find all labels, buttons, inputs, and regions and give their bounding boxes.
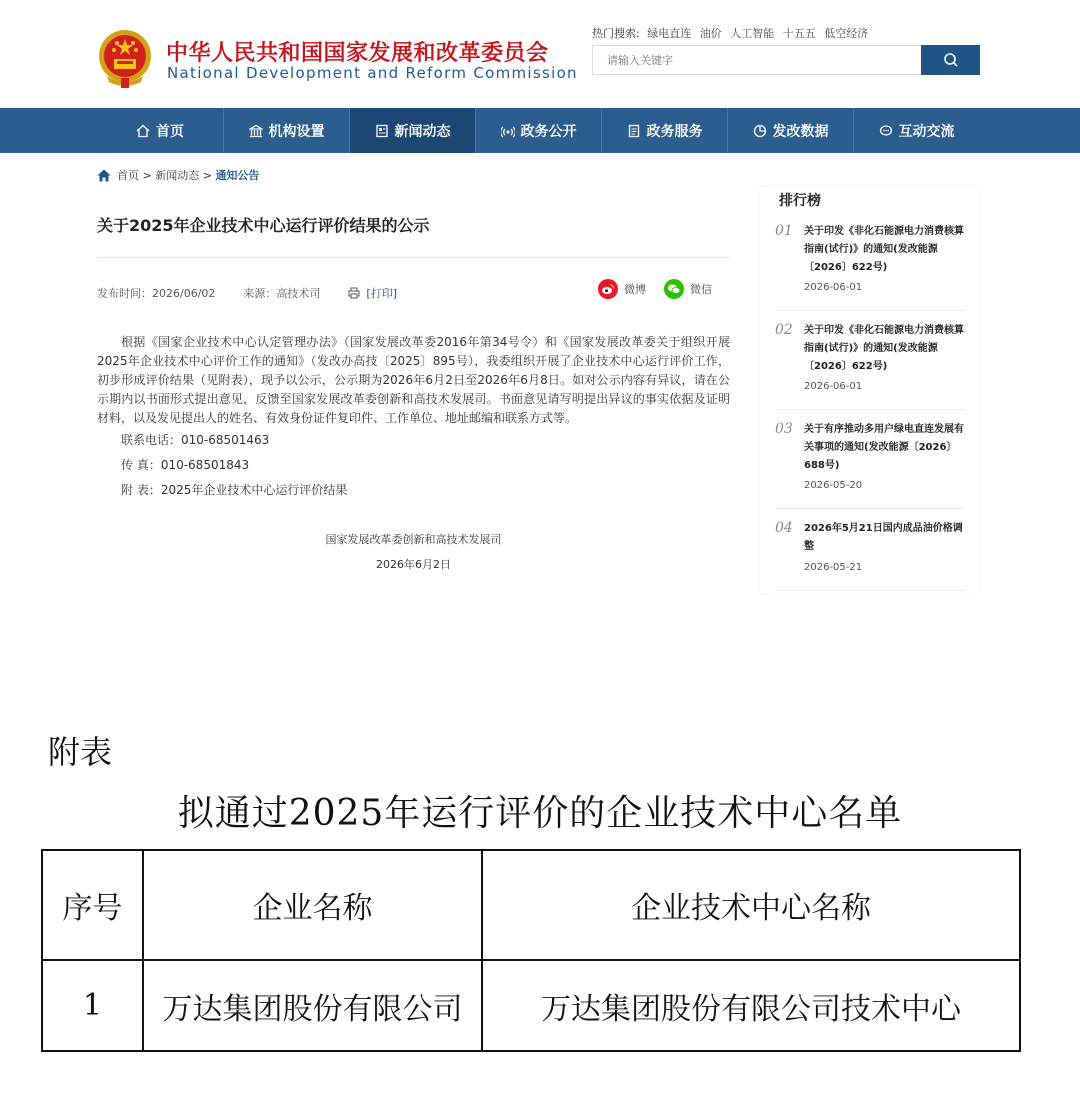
ranking-title[interactable]: 关于印发《非化石能源电力消费核算指南(试行)》的通知(发改能源〔2026〕622号)	[804, 325, 964, 372]
nav-item-label: 首页	[156, 123, 184, 140]
ranking-item[interactable]	[775, 322, 965, 410]
print-button[interactable]	[348, 285, 397, 301]
nav-item-services[interactable]	[601, 108, 727, 153]
print-label: [打印]	[366, 287, 397, 300]
ranking-number: 04	[775, 520, 793, 536]
annex-table	[41, 849, 1021, 1052]
hot-search	[592, 25, 873, 41]
table-cell: 万达集团股份有限公司技术中心	[482, 960, 1020, 1051]
annex-title: 拟通过2025年运行评价的企业技术中心名单	[177, 793, 903, 834]
share-weibo-label: 微博	[624, 283, 646, 296]
table-header-cell: 企业技术中心名称	[482, 850, 1020, 960]
ranking-title[interactable]: 关于印发《非化石能源电力消费核算指南(试行)》的通知(发改能源〔2026〕622号)	[804, 226, 964, 273]
breadcrumb-current[interactable]: 通知公告	[215, 169, 260, 182]
attachment-link[interactable]: 附 表：2025年企业技术中心运行评价结果	[121, 483, 348, 497]
hot-search-label: 热门搜索:	[592, 27, 640, 40]
table-row	[42, 960, 1020, 1051]
home-icon[interactable]	[97, 169, 111, 182]
nav-item-label: 新闻动态	[394, 123, 451, 140]
weibo-icon	[598, 279, 618, 299]
contact-fax: 传 真：010-68501843	[121, 458, 250, 472]
hot-search-term[interactable]: 油价	[699, 27, 722, 40]
hot-search-term[interactable]: 十五五	[782, 27, 816, 40]
table-cell: 1	[42, 960, 143, 1051]
ranking-date: 2026-06-01	[804, 282, 863, 293]
building-icon	[249, 124, 263, 138]
hot-search-term[interactable]: 绿电直连	[647, 27, 692, 40]
main-nav	[0, 108, 1080, 153]
site-header	[0, 0, 1080, 108]
site-title-en: National Development and Reform Commission	[167, 64, 578, 82]
table-header-cell: 企业名称	[143, 850, 482, 960]
table-header-cell: 序号	[42, 850, 143, 960]
wechat-icon	[664, 279, 684, 299]
breadcrumb-separator: >	[199, 168, 216, 182]
ranking-heading: 排行榜	[779, 193, 821, 209]
nav-item-home[interactable]	[97, 108, 223, 153]
nav-item-label: 政务公开	[520, 123, 577, 140]
breadcrumb-link-home[interactable]: 首页	[117, 169, 139, 182]
breadcrumb	[97, 167, 259, 183]
ranking-title[interactable]: 关于有序推动多用户绿电直连发展有关事项的通知(发改能源〔2026〕688号)	[804, 424, 964, 471]
article-source: 来源：高技术司	[243, 287, 321, 300]
site-title-cn[interactable]: 中华人民共和国国家发展和改革委员会	[166, 41, 549, 66]
ranking-item[interactable]	[775, 223, 965, 311]
nav-item-data[interactable]	[727, 108, 853, 153]
ranking-item[interactable]	[775, 520, 965, 591]
printer-icon	[348, 287, 360, 299]
nav-item-organization[interactable]	[223, 108, 349, 153]
document-icon	[627, 124, 641, 138]
ranking-number: 02	[775, 322, 793, 338]
ranking-number: 03	[775, 421, 793, 437]
article-signer: 国家发展改革委创新和高技术发展司	[325, 533, 502, 546]
ranking-date: 2026-05-20	[804, 480, 863, 491]
chat-icon	[879, 124, 893, 138]
search-icon	[943, 52, 959, 68]
breadcrumb-link-news[interactable]: 新闻动态	[155, 169, 200, 182]
search-box	[592, 45, 922, 75]
annex-label: 附表	[48, 733, 113, 771]
ranking-date: 2026-05-21	[804, 562, 863, 573]
nav-item-label: 政务服务	[646, 123, 703, 140]
search-input[interactable]	[593, 46, 921, 74]
search-button[interactable]	[921, 45, 980, 75]
home-icon	[136, 124, 150, 138]
article-date: 2026年6月2日	[376, 558, 451, 571]
nav-item-interaction[interactable]	[853, 108, 979, 153]
nav-item-news[interactable]	[349, 108, 475, 153]
pie-chart-icon	[753, 124, 767, 138]
share-wechat-label: 微信	[690, 283, 712, 296]
article-paragraph: 根据《国家企业技术中心认定管理办法》（国家发展改革委2016年第34号令）和《国家发展改革委关于组织开展2025年企业技术中心评价工作的通知》（发改办高技〔2025〕895号），我委组织开展了企业技术中心运行评价工作，初步形成评价结果（见附表），现予以公示，公示期为2026年6月2日至2026年6月8日。如对公示内容有异议，请在公示期内以书面形式提出意见，反馈至国家发展改革委创新和高技术发展司。书面意见请写明提出异议的事实依据及证明材料，以及发见提出人的姓名、有效身份证件复印件、工作单位、地址邮编和联系方式等。	[97, 335, 730, 425]
article-title: 关于2025年企业技术中心运行评价结果的公示	[97, 216, 430, 235]
ranking-item[interactable]	[775, 421, 965, 509]
hot-search-term[interactable]: 低空经济	[824, 27, 869, 40]
contact-phone: 联系电话：010-68501463	[121, 433, 270, 447]
ranking-number: 01	[775, 223, 793, 239]
share-weibo-button[interactable]	[598, 279, 646, 299]
table-header-row	[42, 850, 1020, 960]
nav-item-government-affairs[interactable]	[475, 108, 601, 153]
divider	[97, 257, 730, 258]
ranking-date: 2026-06-01	[804, 381, 863, 392]
hot-search-term[interactable]: 人工智能	[730, 27, 775, 40]
table-cell: 万达集团股份有限公司	[143, 960, 482, 1051]
share-wechat-button[interactable]	[664, 279, 712, 299]
national-emblem-icon[interactable]	[97, 28, 153, 90]
publish-time: 发布时间：2026/06/02	[97, 287, 216, 300]
nav-item-label: 互动交流	[898, 123, 955, 140]
broadcast-icon	[501, 124, 515, 138]
breadcrumb-separator: >	[139, 168, 156, 182]
nav-item-label: 发改数据	[772, 123, 829, 140]
nav-item-label: 机构设置	[268, 123, 325, 140]
news-icon	[375, 124, 389, 138]
article-meta	[97, 285, 397, 301]
ranking-title[interactable]: 2026年5月21日国内成品油价格调整	[804, 523, 963, 552]
